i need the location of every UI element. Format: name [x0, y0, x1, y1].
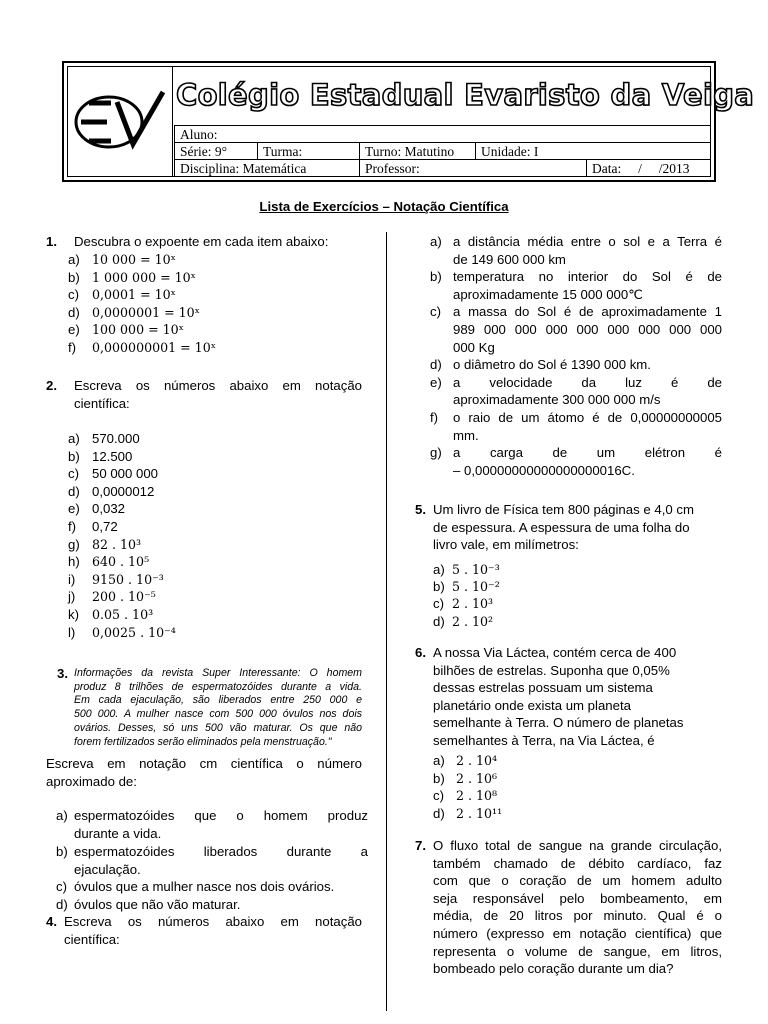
q2-item-value: 12.500: [92, 448, 133, 464]
q2-number: 2.: [46, 378, 57, 393]
q6-item-value: 2 . 10⁴: [456, 753, 498, 768]
q4-item-text: de 149 600 000 km: [453, 251, 566, 267]
q6-text-line: bilhões de estrelas. Suponha que 0,05%: [433, 662, 670, 678]
item-label: a): [433, 562, 445, 577]
q7-text-line: com que o coração de um homem adulto: [433, 873, 722, 889]
q2-item-value: 0.05 . 10³: [92, 607, 154, 622]
q3-number: 3.: [57, 666, 68, 681]
q1-text: Descubra o expoente em cada item abaixo:: [74, 234, 329, 249]
q3-quote-line: Informações da revista Super Interessante: O homem: [74, 667, 362, 679]
q7-text-line: também chamado de débito cardíaco, faz: [433, 855, 722, 871]
q7-text-line: média, de 20 litros por minuto. Qual é o: [433, 908, 722, 924]
q5-text-line: livro vale, em milímetros:: [433, 537, 579, 553]
unidade-field: Unidade: I: [475, 142, 711, 160]
q7-text-line: seja responsável pelo bombeamento, em: [433, 890, 722, 906]
item-label: f): [68, 519, 77, 534]
q4-item-text: 989 000 000 000 000 000 000 000 000: [453, 322, 722, 337]
q1-number: 1.: [46, 234, 57, 249]
q4-item-text: – 0,00000000000000000016C.: [453, 462, 635, 478]
school-logo: [67, 66, 173, 177]
q4-item-text: o diâmetro do Sol é 1390 000 km.: [453, 357, 651, 373]
item-label: d): [68, 304, 80, 320]
page-title: Lista de Exercícios – Notação Científica: [259, 199, 509, 214]
q3-line1: Escreva em notação cm científica o número: [46, 756, 362, 771]
q6-item-value: 2 . 10⁸: [456, 788, 498, 804]
q3-item-text: espermatozóides liberados durante a: [74, 844, 368, 859]
q2-item-value: 0,0000012: [92, 483, 155, 499]
item-label: c): [68, 287, 79, 303]
item-label: d): [433, 805, 445, 821]
item-label: b): [68, 269, 80, 285]
item-label: l): [68, 624, 76, 640]
q1-item-value: 10 000 = 10ˣ: [92, 252, 176, 267]
q7-text-line: representa o volume de sangue, em litros,: [433, 943, 722, 959]
q5-item-value: 2 . 10³: [452, 596, 494, 612]
q2-item-value: 0,72: [92, 519, 118, 534]
q6-text-line: semelhante à Terra. O número de planetas: [433, 715, 684, 731]
q4-number: 4.: [46, 914, 57, 929]
q2-item-value: 0,032: [92, 501, 126, 517]
q6-text-line: A nossa Via Láctea, contém cerca de 400: [433, 645, 677, 660]
q3-quote-line: Em cada ejaculação, são liberados entre 250 000 e: [74, 694, 362, 707]
item-label: a): [68, 252, 80, 267]
aluno-field: Aluno:: [174, 125, 711, 143]
q3-item-text: óvulos que a mulher nasce nos dois ovários.: [74, 879, 335, 894]
professor-field: Professor:: [359, 159, 587, 177]
turno-field: Turno: Matutino: [359, 142, 476, 160]
item-label: e): [430, 374, 442, 390]
turma-field: Turma:: [257, 142, 360, 160]
q2-item-value: 82 . 10³: [92, 536, 142, 552]
item-label: b): [430, 269, 442, 285]
item-label: d): [56, 897, 68, 912]
item-label: d): [68, 483, 80, 499]
q1-item-value: 100 000 = 10ˣ: [92, 322, 184, 338]
item-label: c): [433, 596, 444, 612]
q5-item-value: 2 . 10²: [452, 613, 494, 629]
q5-number: 5.: [415, 502, 426, 517]
ev-logo-icon: [67, 66, 171, 175]
q4-item-text: aproximadamente 300 000 000 m/s: [453, 392, 661, 408]
data-field: Data: / /2013: [586, 159, 711, 177]
item-label: c): [56, 879, 67, 894]
q1-item-value: 0,000000001 = 10ˣ: [92, 340, 217, 355]
q1-item-value: 0,0000001 = 10ˣ: [92, 304, 201, 320]
q7-text-line: número (expresso em notação científica) que: [433, 926, 722, 941]
q4-item-text: 000 Kg: [453, 339, 495, 355]
q4-item-text: mm.: [453, 427, 479, 443]
q3-quote-line: ovários. Desses, só uns 500 vão maturar. Os que não: [74, 721, 362, 734]
q4-item-text: a massa do Sol é de aproximadamente 1: [453, 304, 722, 320]
q2-item-value: 570.000: [92, 431, 140, 446]
item-label: f): [68, 340, 77, 355]
item-label: b): [433, 770, 445, 786]
item-label: c): [433, 788, 444, 804]
item-label: f): [430, 410, 439, 425]
q4-line2: científica:: [64, 932, 120, 947]
q3-item-text: ejaculação.: [74, 861, 141, 877]
q5-item-value: 5 . 10⁻³: [452, 562, 500, 577]
item-label: c): [430, 304, 441, 320]
q2-item-value: 0,0025 . 10⁻⁴: [92, 624, 176, 640]
q4-line1: Escreva os números abaixo em notação: [64, 914, 362, 929]
school-name: Colégio Estadual Evaristo da Veiga: [176, 78, 755, 112]
item-label: e): [68, 322, 80, 338]
item-label: a): [56, 808, 68, 823]
q3-item-text: espermatozóides que o homem produz: [74, 808, 368, 823]
serie-field: Série: 9°: [174, 142, 258, 160]
item-label: b): [68, 448, 80, 464]
q3-item-text: durante a vida.: [74, 825, 162, 841]
item-label: k): [68, 607, 79, 622]
item-label: a): [430, 234, 442, 249]
q4-item-text: temperatura no interior do Sol é de: [453, 269, 722, 285]
q7-text-line: bombeado pelo coração durante um dia?: [433, 961, 674, 977]
q6-text-line: semelhantes à Terra, na Via Láctea, é: [433, 733, 655, 748]
q2-item-value: 640 . 10⁵: [92, 554, 150, 570]
item-label: b): [56, 844, 68, 859]
item-label: d): [430, 357, 442, 373]
q4-item-text: a carga de um elétron é: [453, 445, 722, 461]
q3-quote-line: produz 8 trilhões de espermatozóides durante a vida.: [74, 680, 362, 693]
q4-item-text: a distância média entre o sol e a Terra é: [453, 234, 722, 249]
q6-text-line: dessas estrelas possuam um sistema: [433, 680, 653, 696]
q6-number: 6.: [415, 645, 426, 660]
item-label: c): [68, 466, 79, 482]
q5-item-value: 5 . 10⁻²: [452, 579, 500, 595]
q4-item-text: o raio de um átomo é de 0,00000000005: [453, 410, 722, 425]
item-label: j): [68, 589, 76, 605]
q6-text-line: planetário onde exista um planeta: [433, 697, 631, 713]
q2-item-value: 50 000 000: [92, 466, 159, 482]
q3-quote-line: 500 000. A mulher nasce com 500 000 óvulos nos dois: [74, 708, 362, 721]
q2-line2: científica:: [74, 396, 130, 411]
q6-item-value: 2 . 10⁶: [456, 770, 498, 786]
q5-text-line: Um livro de Física tem 800 páginas e 4,0 cm: [433, 502, 694, 517]
disciplina-field: Disciplina: Matemática: [174, 159, 360, 177]
q1-item-value: 1 000 000 = 10ˣ: [92, 269, 197, 285]
item-label: h): [68, 554, 80, 570]
q3-item-text: óvulos que não vão maturar.: [74, 897, 241, 912]
item-label: a): [68, 431, 80, 446]
q4-item-text: aproximadamente 15 000 000℃: [453, 286, 644, 302]
item-label: b): [433, 579, 445, 595]
q2-item-value: 9150 . 10⁻³: [92, 571, 164, 587]
q3-line2: aproximado de:: [46, 774, 137, 789]
q5-text-line: de espessura. A espessura de uma folha do: [433, 519, 690, 535]
item-label: e): [68, 501, 80, 517]
q7-text-line: O fluxo total de sangue na grande circulação,: [433, 838, 722, 853]
q6-item-value: 2 . 10¹¹: [456, 805, 503, 821]
item-label: i): [68, 571, 76, 587]
q3-quote-line: forem fertilizados serão eliminados pela menstruação.": [74, 735, 332, 748]
q7-number: 7.: [415, 838, 426, 853]
q1-item-value: 0,0001 = 10ˣ: [92, 287, 176, 303]
item-label: d): [433, 613, 445, 629]
column-divider: [386, 232, 387, 1011]
item-label: a): [433, 753, 445, 768]
q4-item-text: a velocidade da luz é de: [453, 374, 722, 390]
item-label: g): [430, 445, 442, 461]
q2-line1: Escreva os números abaixo em notação: [74, 378, 362, 393]
item-label: g): [68, 536, 80, 552]
q2-item-value: 200 . 10⁻⁵: [92, 589, 156, 605]
